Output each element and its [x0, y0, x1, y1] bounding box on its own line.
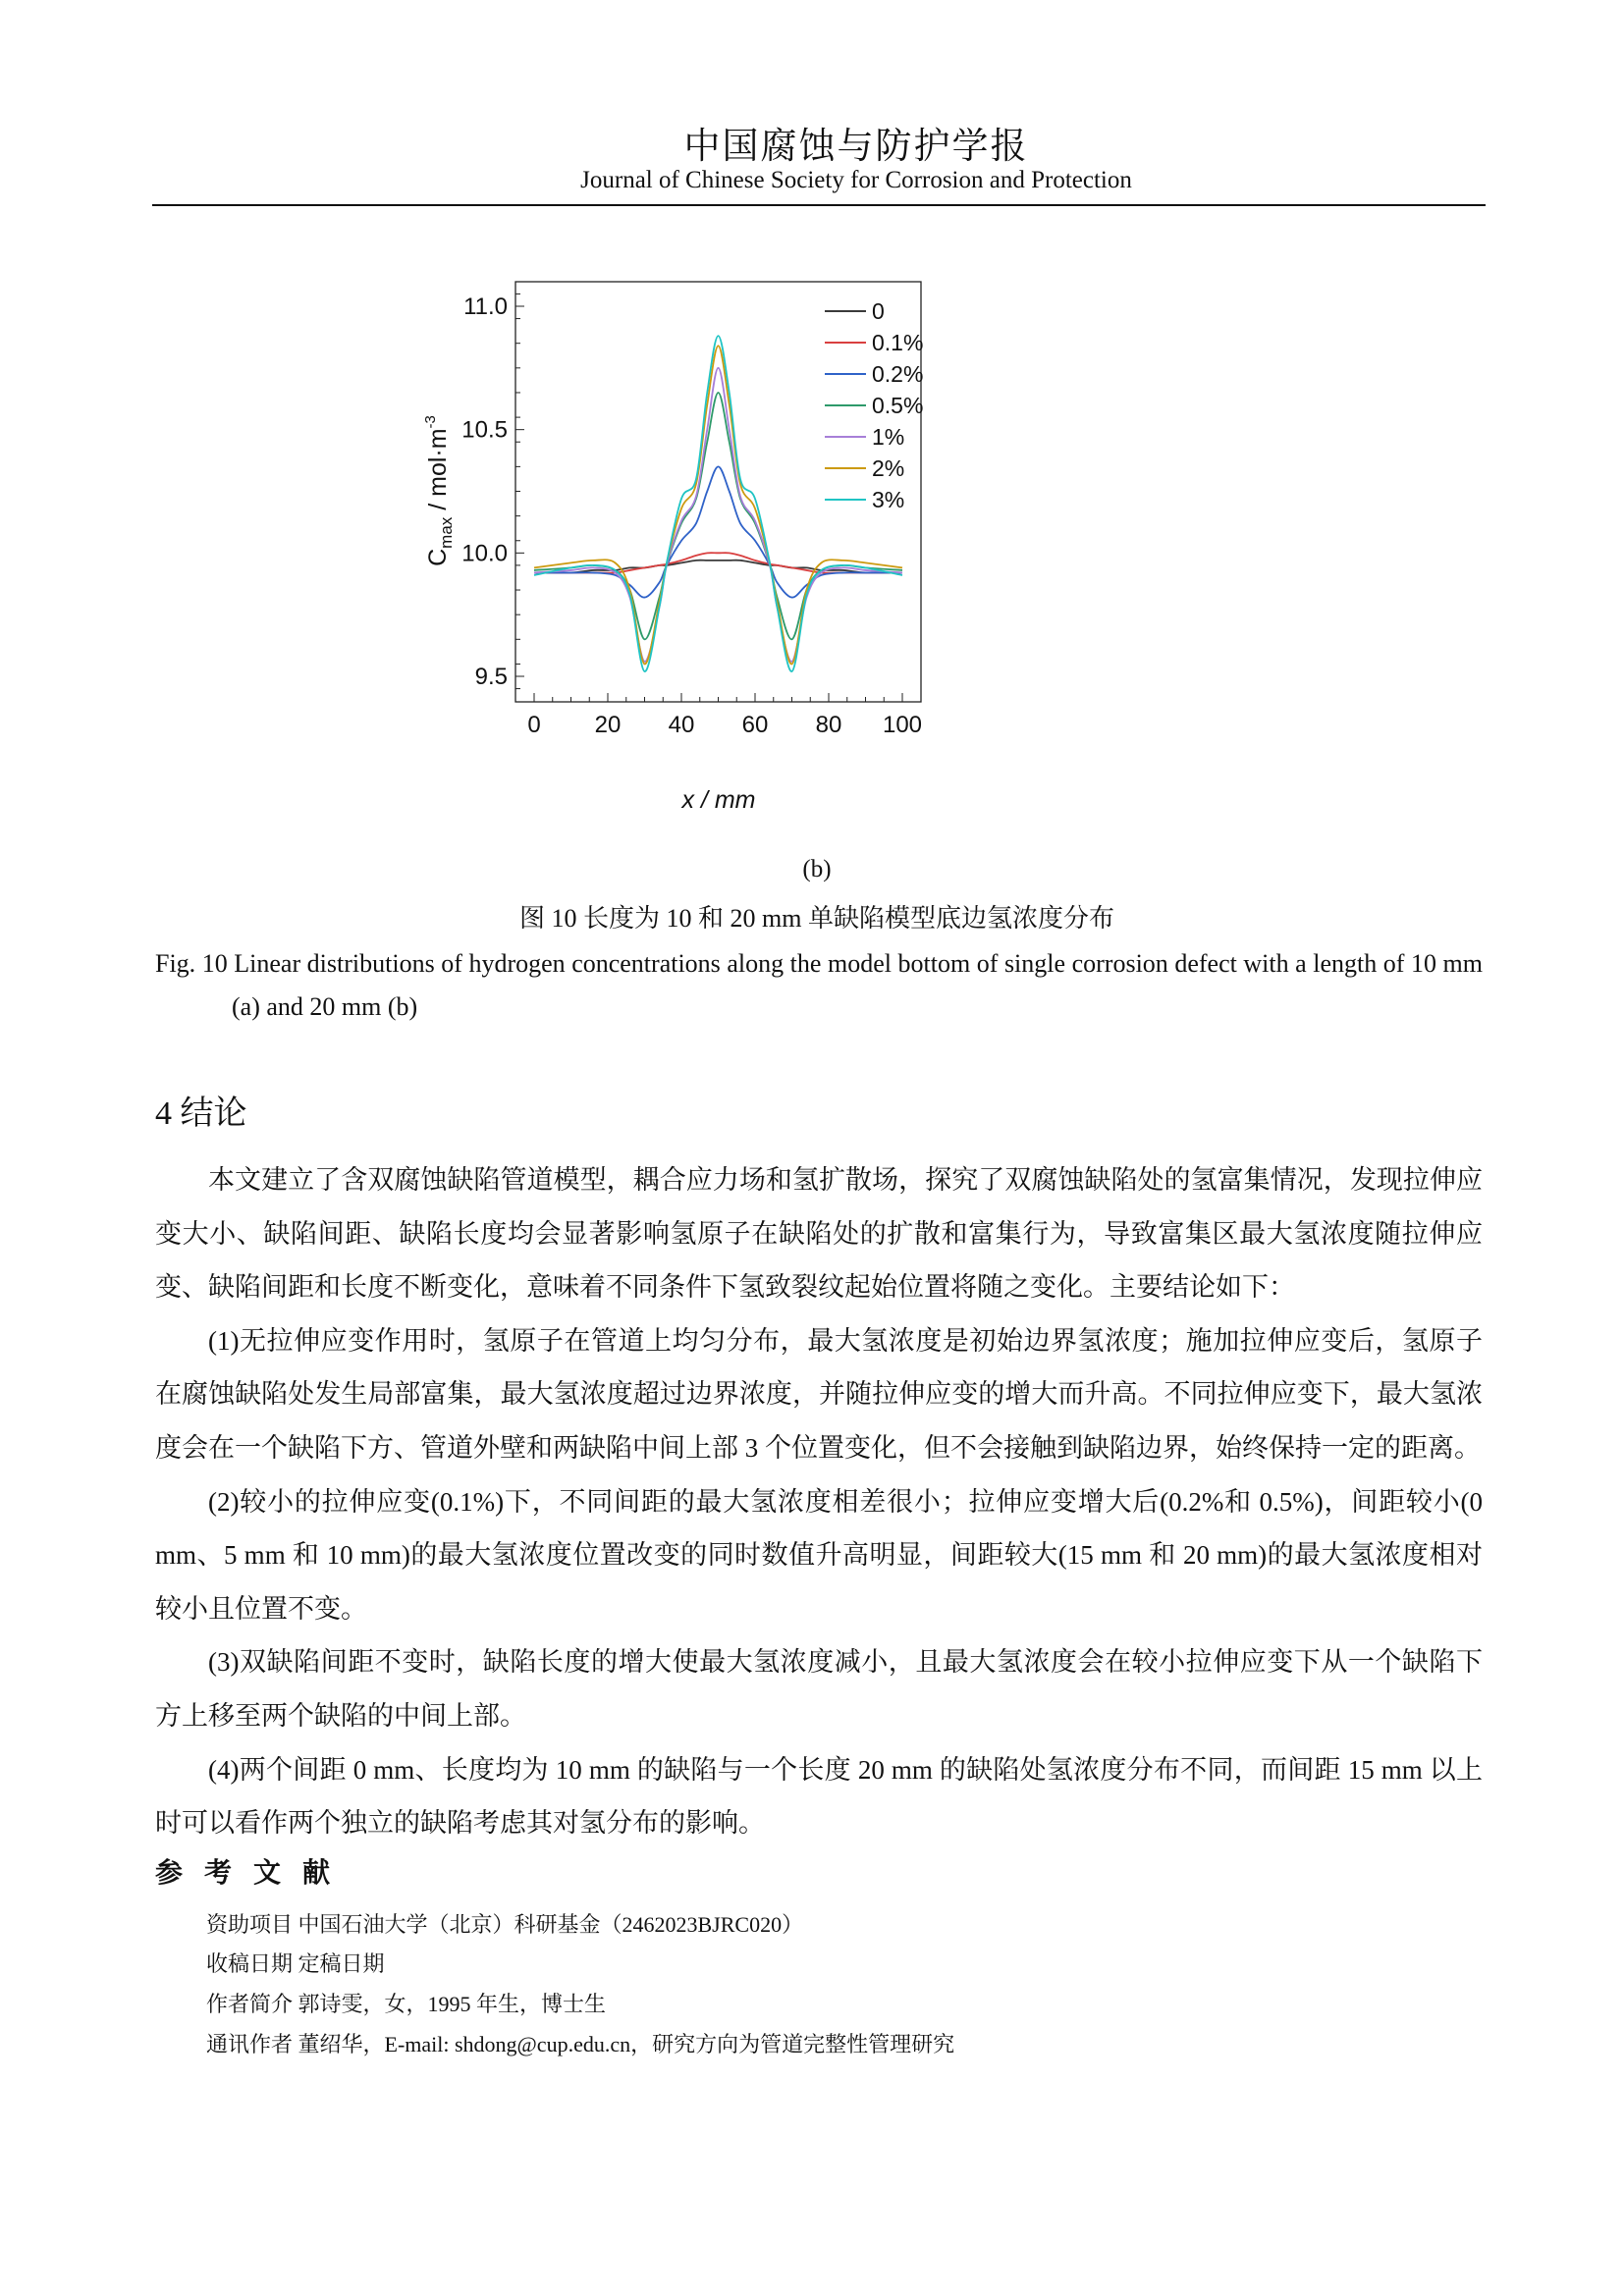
y-tick-label: 10.5 [461, 416, 508, 444]
paragraph: 本文建立了含双腐蚀缺陷管道模型，耦合应力场和氢扩散场，探究了双腐蚀缺陷处的氢富集情况，发现拉伸应变大小、缺陷间距、缺陷长度均会显著影响氢原子在缺陷处的扩散和富集行为，导致富集区最大氢浓度随拉伸应变、缺陷间距和长度不断变化，意味着不同条件下氢致裂纹起始位置将随之变化。主要结论如下： [155, 1165, 1483, 1303]
subfigure-label: (b) [802, 856, 832, 882]
paragraph: (3)双缺陷间距不变时，缺陷长度的增大使最大氢浓度减小，且最大氢浓度会在较小拉伸应变下从一个缺陷下方上移至两个缺陷的中间上部。 [155, 1647, 1483, 1731]
y-tick-label: 10.0 [461, 540, 508, 567]
series-line-1pct [534, 368, 905, 662]
paragraph: (2)较小的拉伸应变(0.1%)下，不同间距的最大氢浓度相差很小；拉伸应变增大后(0.2%和 0.5%)，间距较小(0 mm、5 mm 和 10 mm)的最大氢浓度位置改变的同时数值升高明显，间距较大(15 mm 和 20 mm)的最大氢浓度相对较小且位置不变。 [155, 1486, 1483, 1624]
footnotes [155, 1905, 1483, 2065]
legend-label: 0.1% [872, 330, 924, 355]
series-line-0p2pct [534, 466, 905, 597]
figure-caption-en: Fig. 10 Linear distributions of hydrogen concentrations along the model bottom of single corrosion defect with a length of 10 mm (a) and 20 mm (b) [155, 949, 1483, 1021]
section-heading: 4 结论 [155, 1095, 247, 1132]
y-axis-label: $C_{max} / mol\cdot m^{-3}$ [422, 415, 456, 566]
journal-title-cn: 中国腐蚀与防护学报 [683, 127, 1029, 167]
x-tick-label: 0 [527, 712, 541, 738]
y-tick-label: 9.5 [474, 664, 508, 690]
paragraph: (4)两个间距 0 mm、长度均为 10 mm 的缺陷与一个长度 20 mm 的缺陷处氢浓度分布不同，而间距 15 mm 以上时可以看作两个独立的缺陷考虑其对氢分布的影响。 [155, 1754, 1483, 1839]
x-tick-label: 20 [594, 712, 622, 738]
references-heading: 参考文献 [155, 1857, 352, 1889]
x-tick-label: 60 [741, 712, 769, 738]
legend-label: 0 [872, 298, 885, 324]
paragraph: (1)无拉伸应变作用时，氢原子在管道上均匀分布，最大氢浓度是初始边界氢浓度；施加拉伸应变后，氢原子在腐蚀缺陷处发生局部富集，最大氢浓度超过边界浓度，并随拉伸应变的增大而升高。不同拉伸应变下，最大氢浓度会在一个缺陷下方、管道外壁和两缺陷中间上部 3 个位置变化，但不会接触到缺陷边界，始终保持一定的距离。 [155, 1325, 1483, 1463]
corresponding-author-note: 通讯作者 董绍华，E-mail: shdong@cup.edu.cn，研究方向为管道完整性管理研究 [206, 2031, 955, 2056]
series-line-3pct [534, 336, 905, 671]
series-line-0p5pct [534, 393, 905, 639]
legend-label: 1% [872, 424, 905, 450]
legend-label: 0.5% [872, 393, 924, 418]
series-line-0 [534, 561, 902, 573]
y-tick-label: 11.0 [463, 294, 508, 320]
legend-label: 2% [872, 455, 905, 481]
author-note: 作者简介 郭诗雯，女，1995 年生，博士生 [206, 1992, 607, 2017]
figure-caption-cn: 图 10 长度为 10 和 20 mm 单缺陷模型底边氢浓度分布 [519, 904, 1114, 933]
header-rule [152, 204, 1486, 206]
x-tick-label: 80 [815, 712, 842, 738]
legend-label: 0.2% [872, 361, 924, 387]
body-text [155, 1153, 1483, 1850]
x-tick-label: 40 [668, 712, 695, 738]
journal-title-en: Journal of Chinese Society for Corrosion and Protection [580, 167, 1132, 193]
legend-label: 3% [872, 487, 905, 512]
line-chart [422, 265, 972, 834]
funding-note: 资助项目 中国石油大学（北京）科研基金（2462023BJRC020） [206, 1911, 804, 1937]
main-flow [155, 1153, 1483, 2065]
dates-note: 收稿日期 定稿日期 [206, 1951, 385, 1977]
x-tick-label: 100 [882, 712, 923, 738]
plot-frame [515, 282, 924, 702]
x-axis-label: x / mm [681, 786, 756, 814]
